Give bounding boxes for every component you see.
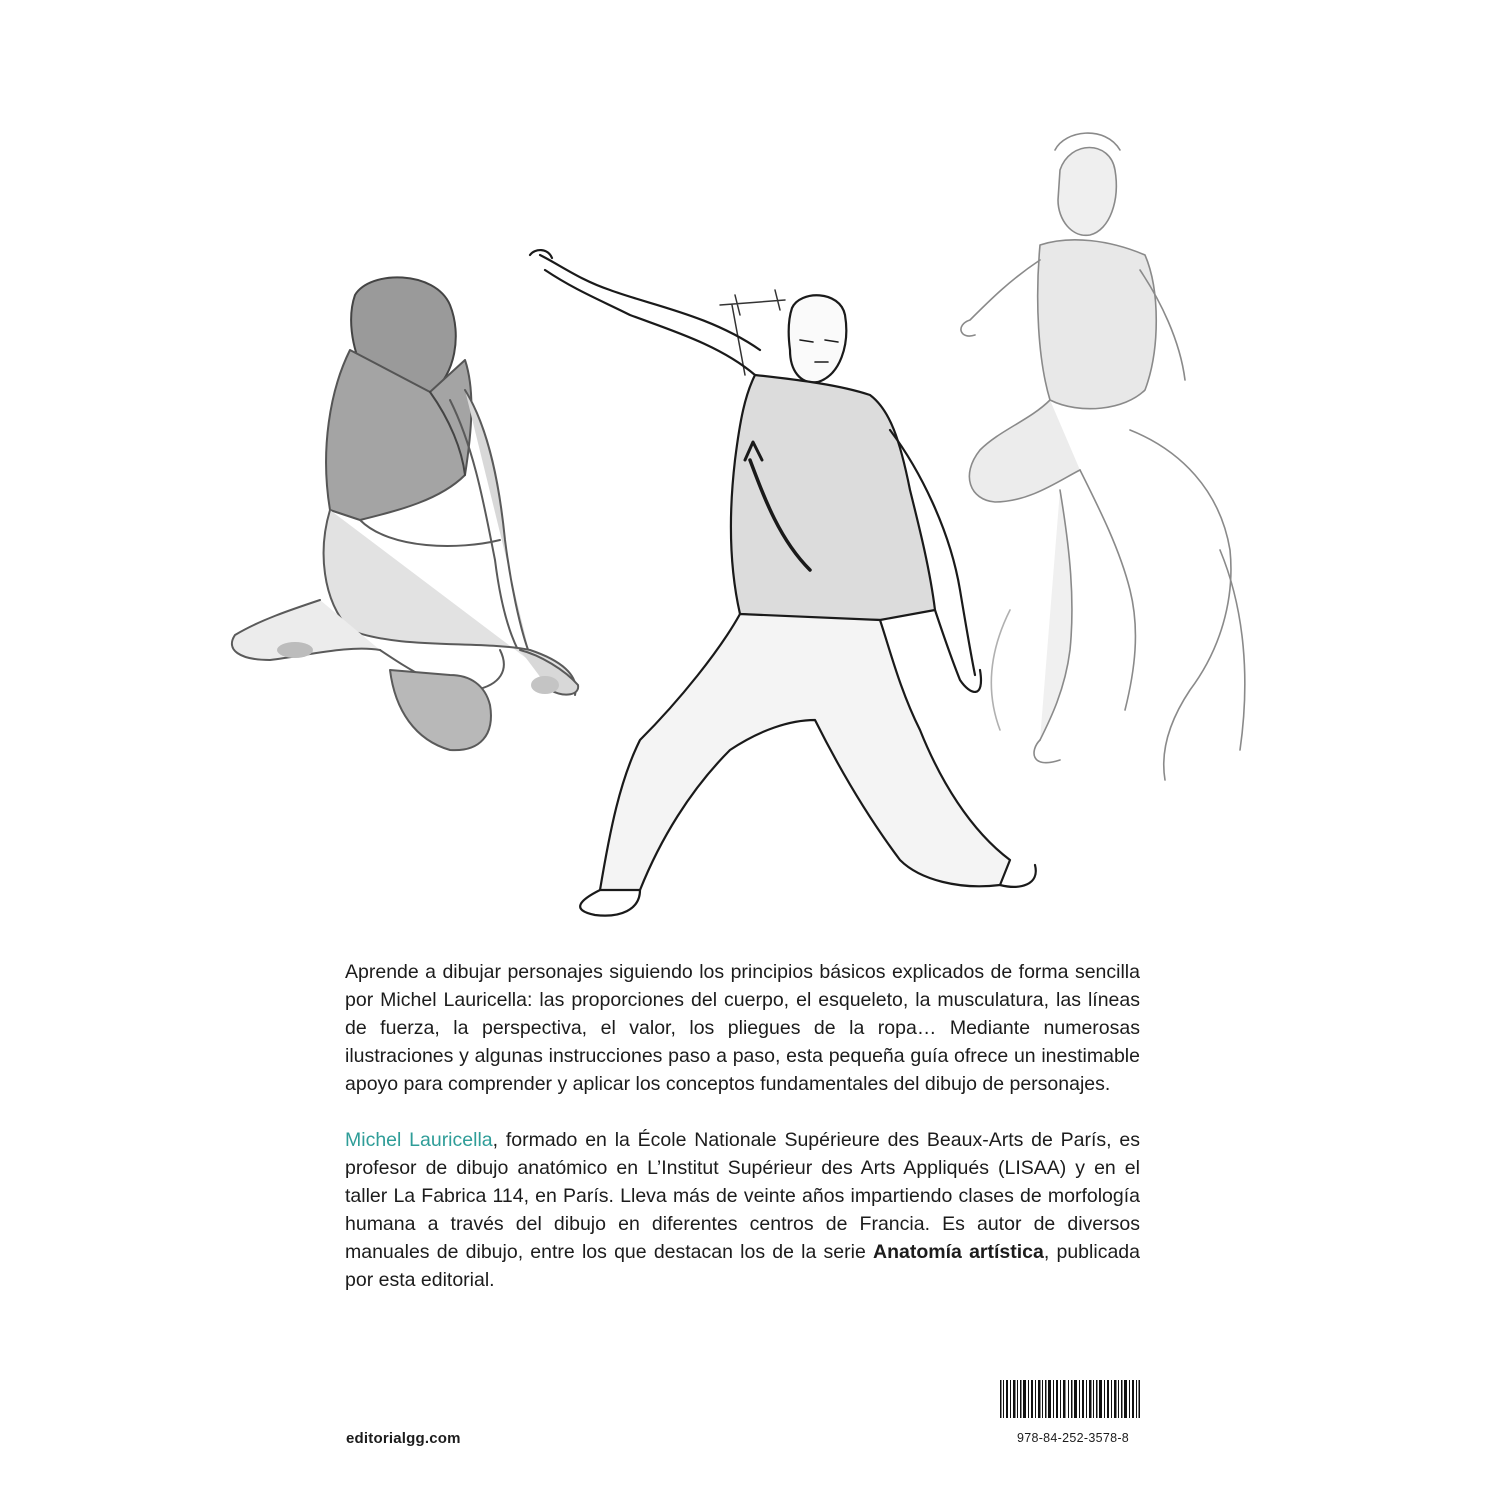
standing-figure-sketch — [961, 133, 1245, 780]
book-description: Aprende a dibujar personajes siguiendo los principios básicos explicados de forma sencilla por Michel Lauricella: las proporciones del cuerpo, el esqueleto, la musculatura, las líneas de fuerza, la perspectiva, el valor, los pliegues de la ropa… Mediante numerosas ilustraciones y algunas instrucciones paso a paso, esta pequeña guía ofrece un inestimable apoyo para comprender y aplicar los conceptos fundamentales del dibujo de personajes. — [345, 961, 1140, 1095]
isbn-number: 978-84-252-3578-8 — [1016, 1431, 1130, 1445]
publisher-url: editorialgg.com — [346, 1430, 461, 1447]
author-bio — [345, 1126, 1140, 1294]
series-name: Anatomía artística — [873, 1241, 1044, 1263]
figure-sketches-illustration — [200, 130, 1300, 920]
back-cover-text — [345, 958, 1140, 1294]
author-name: Michel Lauricella — [345, 1129, 493, 1151]
barcode — [1000, 1380, 1140, 1418]
seated-figure-sketch — [232, 277, 578, 750]
author-bio-text: , formado en la École Nationale Supérieure des Beaux-Arts de París, es profesor de dibujo anatómico en L’Institut Supérieur des Arts Appliqués (LISAA) y en el taller La Fabrica 114, en París. Lleva más de veinte años impartiendo clases de morfología humana a través del dibujo en diferentes centros de Francia. Es autor de diversos manuales de dibujo, entre los que destacan los de la serie — [345, 1129, 1140, 1263]
author-bio-ending: , publicada por esta editorial. — [345, 1241, 1140, 1291]
pointing-figure-sketch — [530, 250, 1036, 916]
